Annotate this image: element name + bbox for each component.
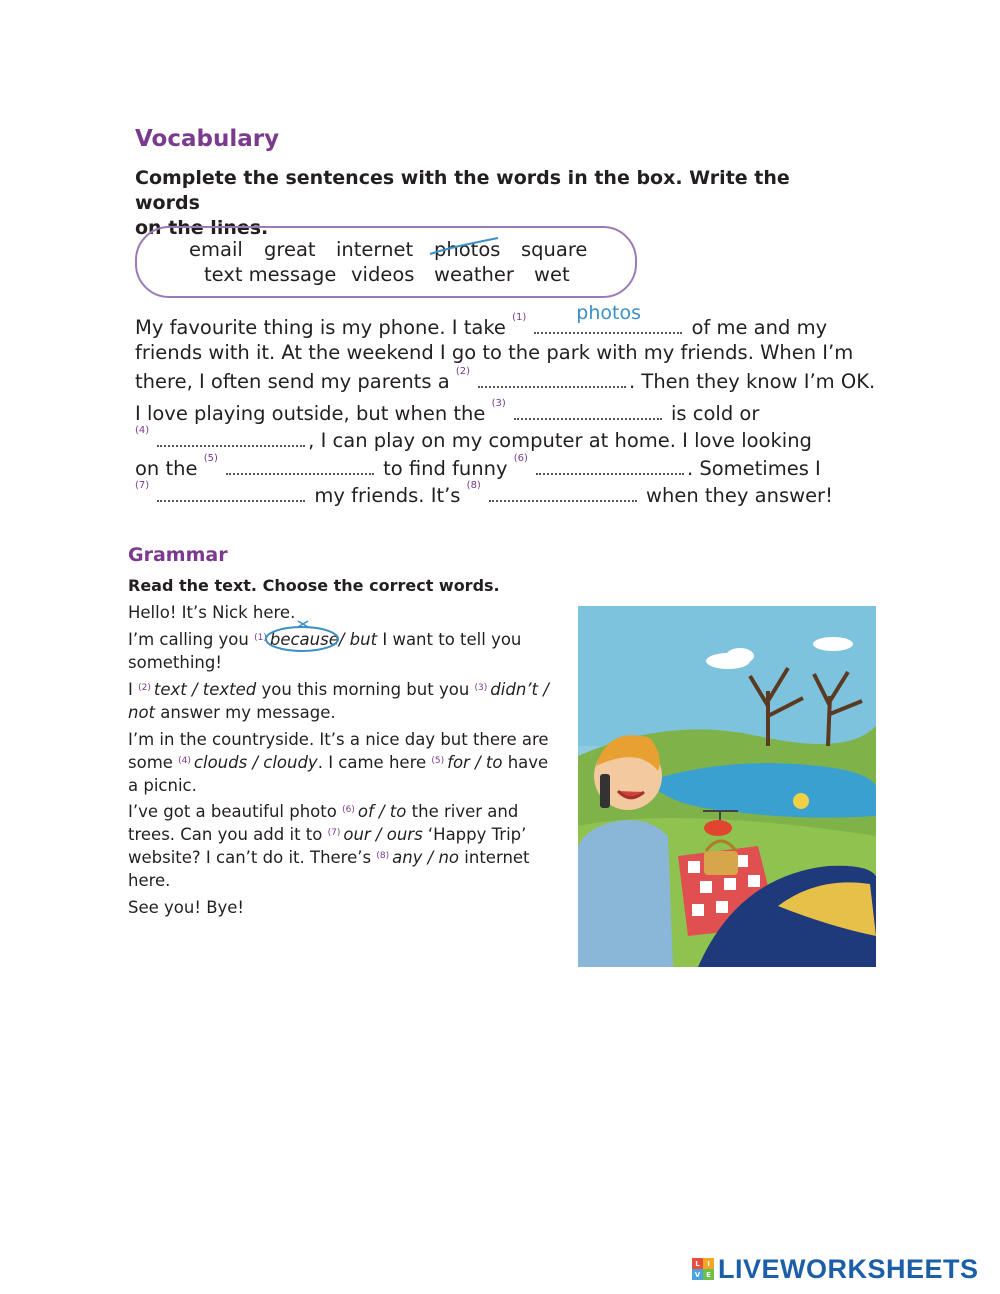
grammar-line-10: trees. Can you add it to $^{(7)}$ our / ours ‘Happy Trip’	[128, 825, 527, 844]
option-didnt[interactable]: didn’t /	[490, 680, 549, 699]
option-text-texted[interactable]: text / texted	[153, 680, 257, 699]
vocab-line-3: there, I often send my parents a $^{(2)}$ . Then they know I’m OK.	[135, 366, 876, 393]
word-weather: weather	[434, 263, 514, 286]
grammar-title: Grammar	[128, 544, 228, 566]
vocab-line-7: $^{(7)}$ my friends. It’s $^{(8)}$ when they answer!	[135, 480, 833, 507]
grammar-line-1: Hello! It’s Nick here.	[128, 603, 296, 622]
boy-phone-illustration	[578, 606, 876, 967]
word-square: square	[521, 238, 588, 261]
option-of-to[interactable]: of / to	[357, 802, 407, 821]
gap-number-4: (4)	[135, 425, 150, 436]
vocabulary-title: Vocabulary	[135, 126, 280, 152]
liveworksheets-logo-text: LIVEWORKSHEETS	[718, 1253, 979, 1284]
word-box-row-1	[189, 238, 609, 262]
word-box-row-2	[204, 263, 624, 287]
option-not[interactable]: not	[128, 703, 156, 722]
option-for-to[interactable]: for / to	[447, 753, 503, 772]
gap-number-2: (2)	[455, 366, 471, 377]
word-wet: wet	[534, 263, 570, 286]
grammar-line-6: I’m in the countryside. It’s a nice day but there are	[128, 730, 549, 749]
grammar-line-2: I’m calling you $^{(1)}$ because/ but I want to tell you	[128, 630, 522, 649]
word-videos: videos	[351, 263, 415, 286]
grammar-line-12: here.	[128, 871, 171, 890]
word-email: email	[189, 238, 243, 261]
grammar-line-5: not answer my message.	[128, 703, 336, 722]
word-photos: photos	[434, 238, 501, 261]
grammar-line-4: I $^{(2)}$ text / texted you this morning but you $^{(3)}$ didn’t /	[128, 680, 549, 699]
gap-number-7: (7)	[135, 480, 150, 491]
gap-5[interactable]	[226, 455, 374, 475]
liveworksheets-logo-icon: L I V E	[692, 1258, 714, 1280]
gap-number-3: (3)	[491, 398, 506, 409]
word-internet: internet	[336, 238, 414, 261]
liveworksheets-logo	[692, 1253, 979, 1285]
gap-6[interactable]	[536, 455, 684, 475]
vocab-line-2: friends with it. At the weekend I go to the park with my friends. When I’m	[135, 341, 854, 364]
gap-3[interactable]	[514, 400, 662, 420]
vocabulary-instruction: Complete the sentences with the words in the box. Write the words on the lines.	[135, 167, 790, 239]
option-any-no[interactable]: any / no	[392, 848, 460, 867]
grammar-instruction: Read the text. Choose the correct words.	[128, 576, 500, 595]
option-but[interactable]: / but	[338, 630, 378, 649]
word-text-message: text message	[204, 263, 337, 286]
gap-number-1: (1)	[512, 312, 527, 323]
gap-number-5: (5)	[203, 453, 218, 464]
gap-8[interactable]	[489, 482, 637, 502]
option-our-ours[interactable]: our / ours	[343, 825, 423, 844]
word-box	[135, 226, 637, 298]
vocab-line-5: $^{(4)}$ , I can play on my computer at home. I love looking	[135, 425, 812, 452]
grammar-line-7: some $^{(4)}$ clouds / cloudy. I came here $^{(5)}$ for / to have	[128, 753, 549, 772]
word-great: great	[264, 238, 316, 261]
gap-number-8: (8)	[466, 480, 481, 491]
grammar-line-8: a picnic.	[128, 776, 197, 795]
vocab-line-6: on the $^{(5)}$ to find funny $^{(6)}$ . Sometimes I	[135, 453, 821, 480]
handwritten-answer-1: photos	[576, 302, 641, 324]
vocab-line-4: I love playing outside, but when the $^{(3)}$ is cold or	[135, 398, 760, 425]
grammar-line-13: See you! Bye!	[128, 898, 245, 917]
vocab-line-1: My favourite thing is my phone. I take $^{(1)}$ photos of me and my	[135, 302, 828, 339]
option-clouds-cloudy[interactable]: clouds / cloudy	[193, 753, 318, 772]
gap-7[interactable]	[157, 482, 305, 502]
grammar-line-3: something!	[128, 653, 222, 672]
gap-2[interactable]	[478, 368, 626, 388]
gap-1[interactable]	[534, 302, 682, 334]
gap-4[interactable]	[157, 427, 305, 447]
grammar-line-9: I’ve got a beautiful photo $^{(6)}$ of / to the river and	[128, 802, 519, 821]
illustration-svg	[578, 606, 876, 967]
grammar-line-11: website? I can’t do it. There’s $^{(8)}$ any / no internet	[128, 848, 530, 867]
gap-number-6: (6)	[513, 453, 528, 464]
option-because[interactable]: because	[269, 630, 339, 649]
strike-through-mark	[428, 234, 502, 260]
answer-circle-mark	[262, 619, 344, 655]
